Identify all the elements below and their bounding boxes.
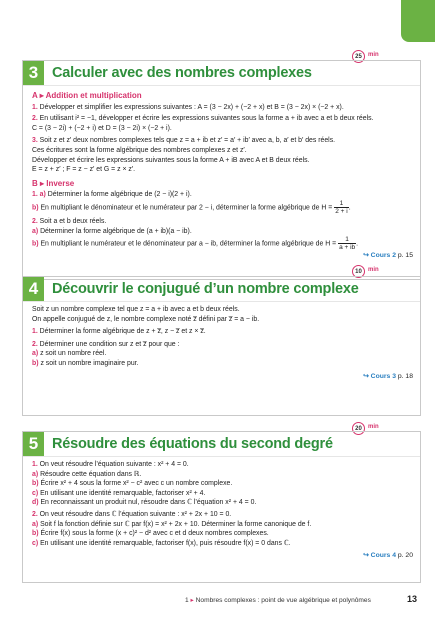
question-text: Soit z un nombre complexe tel que z = a + ib avec a et b deux réels. <box>32 306 240 313</box>
question: a) Résoudre cette équation dans ℝ. <box>32 470 142 478</box>
section-heading: A ▸ Addition et multiplication <box>32 91 142 100</box>
question: d) En reconnaissant un produit nul, résoudre dans ℂ l’équation x² + 4 = 0. <box>32 499 257 507</box>
fraction: $\frac{1}{2 + i}$ <box>335 199 348 215</box>
question: b) z soit un nombre imaginaire pur. <box>32 359 139 367</box>
question-text: On appelle conjugué de z, le nombre complexe noté z̅ défini par z̅ = a − ib. <box>32 315 260 323</box>
question: c) En utilisant une identité remarquable, factoriser x² + 4. <box>32 489 206 497</box>
activity-number: 5 <box>23 432 44 456</box>
question-text: E = z + z′ ; F = z − z′ et G = z × z′. <box>32 166 136 174</box>
activity-3 <box>22 60 421 280</box>
course-reference-link[interactable]: ↪ Cours 2 p. 15 <box>363 252 413 260</box>
question: a) Soit f la fonction définie sur ℂ par f(x) = x² + 2x + 10. Déterminer la forme canonique de f. <box>32 520 312 528</box>
course-reference-link[interactable]: ↪ Cours 4 p. 20 <box>363 552 413 560</box>
question-text: C = (3 − 2i) + (−2 + i) et D = (3 − 2i) × (−2 + i). <box>32 124 172 132</box>
activity-body <box>23 457 420 564</box>
activity-header <box>23 277 420 302</box>
fraction: $\frac{1}{a + ib}$ <box>339 236 356 252</box>
question: 1. On veut résoudre l’équation suivante : x² + 4 = 0. <box>32 461 189 468</box>
activity-number: 3 <box>23 61 44 85</box>
question: b) En multipliant le dénominateur et le numérateur par 2 − i, déterminer la forme algébrique de H = $\frac{1}{2 + i}$ . <box>32 199 351 215</box>
question: b) Écrire f(x) sous la forme (x + c)² − d² avec c et d deux nombres complexes. <box>32 530 269 538</box>
timer-unit: min <box>368 267 379 273</box>
timer-value: 20 <box>352 422 365 435</box>
question-text: Développer et écrire les expressions suivantes sous la forme A + iB avec A et B deux réels. <box>32 156 310 164</box>
question: c) En utilisant une identité remarquable, factoriser f(x), puis résoudre f(x) = 0 dans ℂ. <box>32 539 291 547</box>
activity-header <box>23 61 420 86</box>
question: a) Déterminer la forme algébrique de (a + ib)(a − ib). <box>32 227 192 235</box>
timer-unit: min <box>368 52 379 58</box>
activity-title: Résoudre des équations du second degré <box>52 436 333 452</box>
question: b) En multipliant le numérateur et le dénominateur par a − ib, déterminer la forme algébrique de H = $\frac{1}{a + ib}$ . <box>32 236 359 252</box>
activity-title: Calculer avec des nombres complexes <box>52 65 312 81</box>
activity-5 <box>22 431 421 583</box>
course-reference-link[interactable]: ↪ Cours 3 p. 18 <box>363 372 413 380</box>
activity-header <box>23 432 420 457</box>
activity-4 <box>22 276 421 416</box>
question: a) z soit un nombre réel. <box>32 350 107 358</box>
question: 2. Soit a et b deux réels. <box>32 217 107 225</box>
page-number: 13 <box>407 594 418 604</box>
question: b) Écrire x² + 4 sous la forme x² − c² avec c un nombre complexe. <box>32 480 233 488</box>
activity-number: 4 <box>23 277 44 301</box>
timer-unit: min <box>368 424 379 430</box>
timer-value: 10 <box>352 265 365 278</box>
question: 2. Déterminer une condition sur z et z̅ pour que : <box>32 340 180 348</box>
activity-title: Découvrir le conjugué d’un nombre complexe <box>52 281 359 297</box>
question: 1. Développer et simplifier les expressions suivantes : A = (3 − 2x) + (−2 + x) et B = (3 − 2x) × (−2 + x). <box>32 103 344 111</box>
question: 3. Soit z et z′ deux nombres complexes tels que z = a + ib et z′ = a′ + ib′ avec a, b, a′ et b′ des réels. <box>32 137 336 145</box>
chapter-corner-tab <box>401 0 435 42</box>
section-heading: B ▸ Inverse <box>32 178 75 188</box>
page-footer: 1 ▸ Nombres complexes : point de vue algébrique et polynômes <box>185 597 371 604</box>
timer-value: 25 <box>352 50 365 63</box>
question: 2. En utilisant i² = −1, développer et écrire les expressions suivantes sous la forme a + ib avec a et b deux réels. <box>32 115 374 123</box>
question-text: Ces écritures sont la forme algébrique des nombres complexes z et z′. <box>32 146 247 154</box>
question: 2. On veut résoudre dans ℂ l’équation suivante : x² + 2x + 10 = 0. <box>32 510 232 518</box>
question: 1. a) Déterminer la forme algébrique de (2 − i)(2 + i). <box>32 191 192 199</box>
question: 1. Déterminer la forme algébrique de z + z̅, z − z̅ et z × z̅. <box>32 328 206 336</box>
activity-body <box>23 86 420 264</box>
activity-body <box>23 302 420 384</box>
